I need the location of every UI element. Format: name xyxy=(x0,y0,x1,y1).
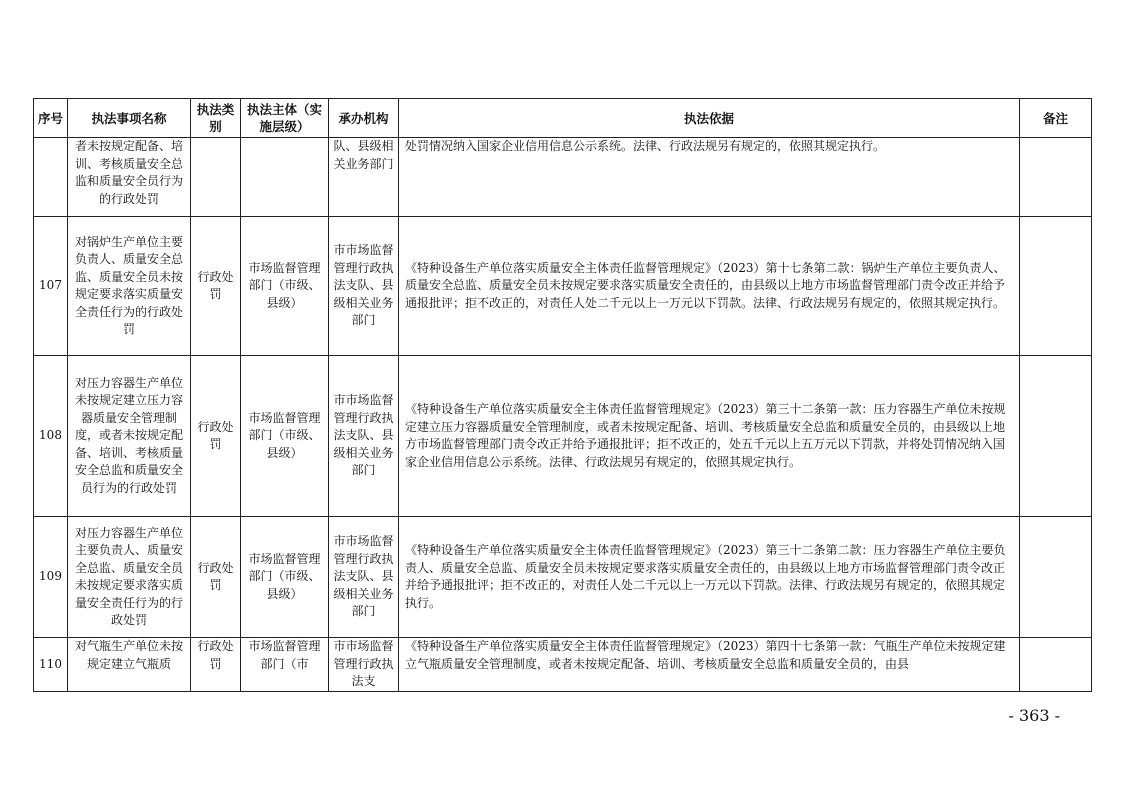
page-number: - 363 - xyxy=(1008,706,1060,725)
cell-agency: 市市场监督管理行政执法支 xyxy=(329,638,399,692)
cell-category: 行政处罚 xyxy=(191,638,241,692)
cell-agency: 队、县级相关业务部门 xyxy=(329,138,399,217)
cell-agency: 市市场监督管理行政执法支队、县级相关业务部门 xyxy=(329,356,399,517)
cell-name: 对锅炉生产单位主要负责人、质量安全总监、质量安全员未按规定要求落实质量安全责任行为的行政处罚 xyxy=(68,217,191,356)
table-row xyxy=(34,217,1092,356)
cell-category xyxy=(191,138,241,217)
cell-category: 行政处罚 xyxy=(191,517,241,638)
cell-basis: 处罚情况纳入国家企业信用信息公示系统。法律、行政法规另有规定的，依照其规定执行。 xyxy=(399,138,1020,217)
cell-basis: 《特种设备生产单位落实质量安全主体责任监督管理规定》（2023）第十七条第二款：锅炉生产单位主要负责人、质量安全总监、质量安全员未按规定要求落实质量安全责任的，由县级以上地方市场监督管理部门责令改正并给予通报批评；拒不改正的，对责任人处二千元以上一万元以下罚款。法律、行政法规另有规定的，依照其规定执行。 xyxy=(399,217,1020,356)
cell-subject: 市场监督管理部门（市级、县级） xyxy=(241,356,329,517)
cell-no: 107 xyxy=(34,217,68,356)
cell-no: 109 xyxy=(34,517,68,638)
header-category: 执法类别 xyxy=(191,99,241,138)
enforcement-table xyxy=(33,98,1092,692)
cell-no: 110 xyxy=(34,638,68,692)
table-row xyxy=(34,356,1092,517)
header-subject: 执法主体（实施层级） xyxy=(241,99,329,138)
table-row xyxy=(34,517,1092,638)
cell-remark xyxy=(1020,356,1092,517)
cell-remark xyxy=(1020,138,1092,217)
cell-basis: 《特种设备生产单位落实质量安全主体责任监督管理规定》（2023）第三十二条第一款：压力容器生产单位未按规定建立压力容器质量安全管理制度，或者未按规定配备、培训、考核质量安全总监和质量安全员的，由县级以上地方市场监督管理部门责令改正并给予通报批评；拒不改正的，处五千元以上五万元以下罚款，并将处罚情况纳入国家企业信用信息公示系统。法律、行政法规另有规定的，依照其规定执行。 xyxy=(399,356,1020,517)
cell-subject: 市场监督管理部门（市级、县级） xyxy=(241,517,329,638)
cell-agency: 市市场监督管理行政执法支队、县级相关业务部门 xyxy=(329,217,399,356)
cell-subject xyxy=(241,138,329,217)
header-row xyxy=(34,99,1092,138)
cell-remark xyxy=(1020,517,1092,638)
cell-subject: 市场监督管理部门（市 xyxy=(241,638,329,692)
cell-remark xyxy=(1020,638,1092,692)
cell-remark xyxy=(1020,217,1092,356)
cell-name: 对压力容器生产单位主要负责人、质量安全总监、质量安全员未按规定要求落实质量安全责任行为的行政处罚 xyxy=(68,517,191,638)
cell-basis: 《特种设备生产单位落实质量安全主体责任监督管理规定》（2023）第三十二条第二款：压力容器生产单位主要负责人、质量安全总监、质量安全员未按规定要求落实质量安全责任的，由县级以上地方市场监督管理部门责令改正并给予通报批评；拒不改正的，对责任人处二千元以上一万元以下罚款。法律、行政法规另有规定的，依照其规定执行。 xyxy=(399,517,1020,638)
header-no: 序号 xyxy=(34,99,68,138)
cell-category: 行政处罚 xyxy=(191,356,241,517)
cell-name: 者未按规定配备、培训、考核质量安全总监和质量安全员行为的行政处罚 xyxy=(68,138,191,217)
header-name: 执法事项名称 xyxy=(68,99,191,138)
cell-name: 对压力容器生产单位未按规定建立压力容器质量安全管理制度，或者未按规定配备、培训、考核质量安全总监和质量安全员行为的行政处罚 xyxy=(68,356,191,517)
header-agency: 承办机构 xyxy=(329,99,399,138)
cell-no: 108 xyxy=(34,356,68,517)
header-basis: 执法依据 xyxy=(399,99,1020,138)
cell-agency: 市市场监督管理行政执法支队、县级相关业务部门 xyxy=(329,517,399,638)
cell-no xyxy=(34,138,68,217)
cell-category: 行政处罚 xyxy=(191,217,241,356)
cell-basis: 《特种设备生产单位落实质量安全主体责任监督管理规定》（2023）第四十七条第一款：气瓶生产单位未按规定建立气瓶质量安全管理制度，或者未按规定配备、培训、考核质量安全总监和质量安全员的，由县 xyxy=(399,638,1020,692)
table-row-continued xyxy=(34,138,1092,217)
header-remark: 备注 xyxy=(1020,99,1092,138)
table-row xyxy=(34,638,1092,692)
cell-subject: 市场监督管理部门（市级、县级） xyxy=(241,217,329,356)
cell-name: 对气瓶生产单位未按规定建立气瓶质 xyxy=(68,638,191,692)
